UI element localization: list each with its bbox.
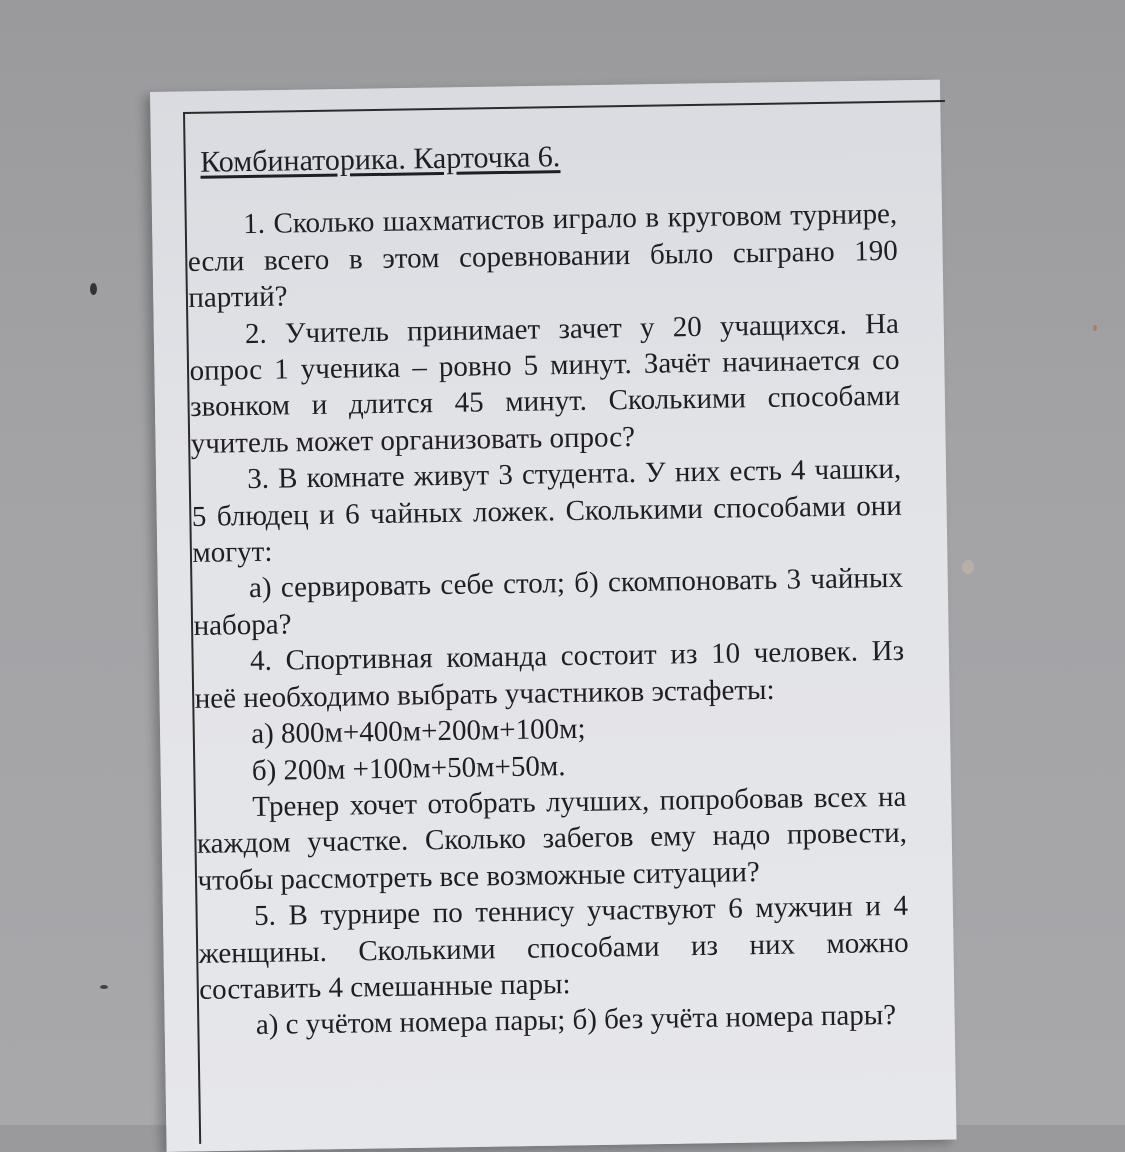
- background-speck: [90, 283, 97, 295]
- problem-1: 1. Сколько шахматистов играло в круговом турнире, если всего в этом соревновании было сыграно 190 партий?: [187, 198, 898, 315]
- problem-5: 5. В турнире по теннису участвуют 6 мужчин и 4 женщины. Сколькими способами из них можно составить 4 смешанные пары:: [198, 889, 909, 1006]
- problem-2: 2. Учитель принимает зачет у 20 учащихся. На опрос 1 ученика – ровно 5 минут. Зачёт начинается со звонком и длится 45 минут. Сколькими способами учитель может организовать опрос?: [189, 307, 901, 460]
- problem-3-options: а) сервировать себе стол; б) скомпоновать 3 чайных набора?: [193, 562, 904, 642]
- background-speck: [962, 560, 974, 574]
- background-speck: [100, 985, 108, 989]
- problem-3: 3. В комнате живут 3 студента. У них есть 4 чашки, 5 блюдец и 6 чайных ложек. Сколькими способами они могут:: [191, 453, 903, 570]
- problem-5-options: а) с учётом номера пары; б) без учёта номера пары?: [255, 999, 897, 1042]
- background-speck: [1093, 325, 1097, 331]
- problem-4-question: Тренер хочет отобрать лучших, попробовав всех на каждом участке. Сколько забегов ему надо провести, чтобы рассмотреть все возможные ситуации?: [196, 780, 908, 897]
- problem-4-option-a: а) 800м+400м+200м+100м;: [251, 712, 586, 751]
- document-body: [186, 134, 910, 1045]
- problem-4-option-b: б) 200м +100м+50м+50м.: [251, 749, 566, 787]
- problem-4: 4. Спортивная команда состоит из 10 человек. Из неё необходимо выбрать участников эстафеты:: [194, 635, 905, 715]
- document-title: Комбинаторика. Карточка 6.: [200, 140, 561, 179]
